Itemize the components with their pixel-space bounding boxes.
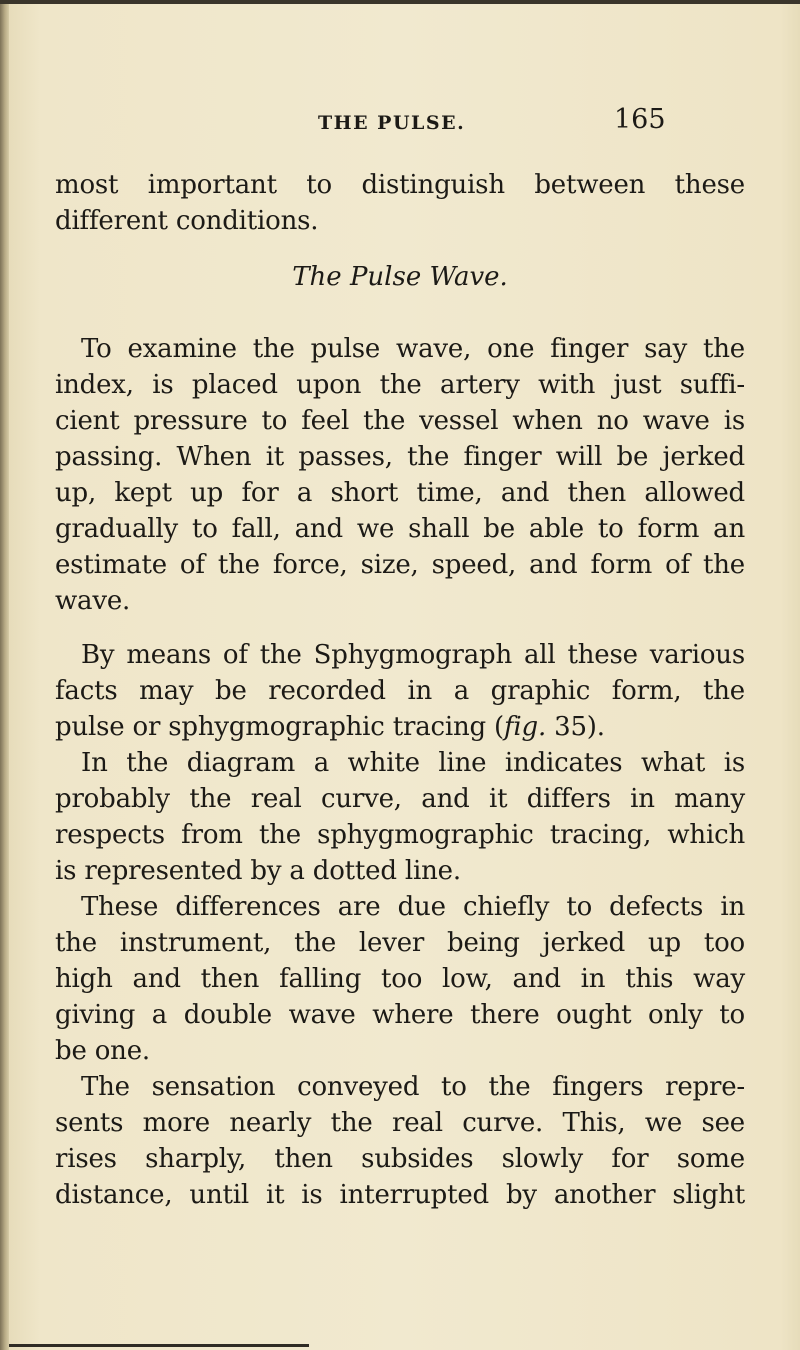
page-number: 165 bbox=[614, 104, 666, 135]
text-line: sents more nearly the real curve. This, we see bbox=[55, 1108, 745, 1138]
figure-number: 35 bbox=[546, 712, 587, 742]
running-title: THE PULSE. bbox=[318, 112, 466, 134]
text-line-with-figure-ref bbox=[55, 709, 745, 745]
text-line: be one. bbox=[55, 1036, 150, 1066]
text-line: the instrument, the lever being jerked up too bbox=[55, 928, 745, 958]
text-line: To examine the pulse wave, one finger say the bbox=[81, 334, 745, 364]
text-line: up, kept up for a short time, and then allowed bbox=[55, 478, 745, 508]
text-line: giving a double wave where there ought only to bbox=[55, 1000, 745, 1030]
book-spine-shadow bbox=[0, 0, 9, 1350]
bottom-edge-rule bbox=[9, 1344, 309, 1347]
figure-ref-close: ). bbox=[586, 712, 605, 742]
text-line: facts may be recorded in a graphic form, the bbox=[55, 676, 745, 706]
figure-reference: fig. bbox=[503, 712, 547, 742]
text-line: The sensation conveyed to the fingers repre- bbox=[81, 1072, 745, 1102]
text-line: rises sharply, then subsides slowly for some bbox=[55, 1144, 745, 1174]
text-line: cient pressure to feel the vessel when no wave is bbox=[55, 406, 745, 436]
text-line: index, is placed upon the artery with just suffi- bbox=[55, 370, 745, 400]
text-line: different conditions. bbox=[55, 206, 319, 236]
section-heading-wrap bbox=[0, 262, 800, 298]
text-line: gradually to fall, and we shall be able to form an bbox=[55, 514, 745, 544]
text-line: passing. When it passes, the finger will be jerked bbox=[55, 442, 745, 472]
text-line: wave. bbox=[55, 586, 131, 616]
text-line: In the diagram a white line indicates what is bbox=[81, 748, 745, 778]
page-top-edge bbox=[0, 0, 800, 4]
text-line: estimate of the force, size, speed, and form of the bbox=[55, 550, 745, 580]
running-head bbox=[0, 104, 800, 144]
text-line: probably the real curve, and it differs in many bbox=[55, 784, 745, 814]
text-line: distance, until it is interrupted by another slight bbox=[55, 1180, 745, 1210]
text-line: is represented by a dotted line. bbox=[55, 856, 461, 886]
text-line: respects from the sphygmographic tracing, which bbox=[55, 820, 745, 850]
text-line: By means of the Sphygmograph all these various bbox=[81, 640, 745, 670]
text-line: pulse or sphygmographic tracing ( bbox=[55, 712, 504, 742]
text-line: high and then falling too low, and in this way bbox=[55, 964, 745, 994]
text-line: most important to distinguish between these bbox=[55, 170, 745, 200]
text-line: These differences are due chiefly to defects in bbox=[81, 892, 745, 922]
section-heading: The Pulse Wave. bbox=[292, 262, 508, 292]
